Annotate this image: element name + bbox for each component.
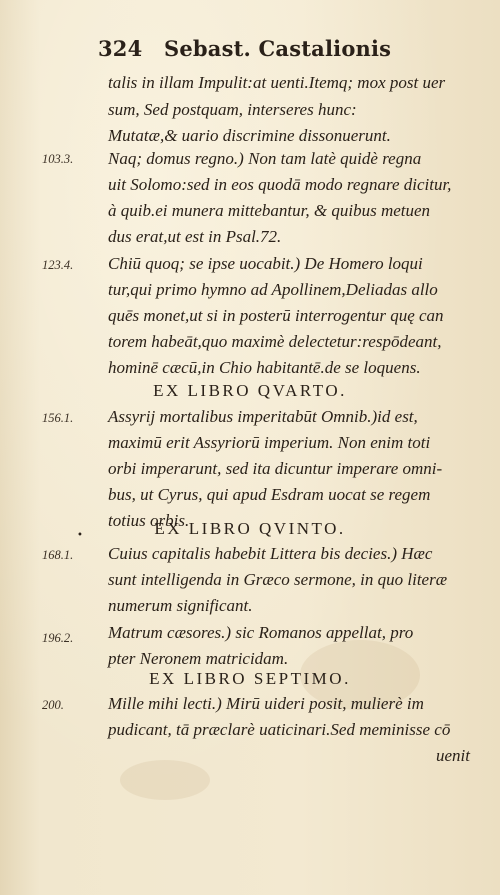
text-line: à quib.ei munera mittebantur, & quibus metuen [108,201,431,220]
text-line [108,253,423,275]
page-header [98,36,391,61]
text-line: uit Solomo:sed in eos quodā modo regnare dicitur, [108,175,452,194]
lemma: Assyrij mortalibus imperitabūt Omnib.) [108,407,378,426]
text-line [108,406,418,428]
text-line: maximū erit Assyriorū imperium. Non enim toti [108,433,431,452]
text-line: sunt intelligenda in Græco sermone, in quo literæ [108,570,448,589]
section-heading: EX LIBRO QVINTO. [154,519,346,538]
lemma: Mille mihi lecti.) [108,694,222,713]
text-line: hominē cæcū,in Chio habitantē.de se loquens. [108,358,421,377]
text-line: pter Neronem matricidam. [108,649,289,668]
text-line: orbi imperarunt, sed ita dicuntur imperare omni- [108,459,443,478]
commentary-text: Non tam latè quidè regna [243,149,422,168]
text-line: talis in illam Impulit:at uenti.Itemq; mox post uer [108,73,446,92]
commentary-text: id est, [377,407,418,426]
text-line: torem habeāt,quo maximè delectetur:respōdeant, [108,332,442,351]
text-line: Mutatæ,& uario discrimine dissonuerunt. [108,126,391,145]
commentary-text: Mirū uideri posit, mulierè im [221,694,424,713]
note-reference-number: 103.3. [42,152,74,166]
page-number: 324 [98,36,143,61]
note-reference-number: 156.1. [42,411,74,425]
commentary-text: De Homero loqui [300,254,423,273]
text-line: sum, Sed postquam, interseres hunc: [108,100,357,119]
lemma: Naq; domus regno.) [108,149,244,168]
section-heading: EX LIBRO SEPTIMO. [149,669,351,688]
note-reference-number: 200. [42,698,64,712]
lemma: Cuius capitalis habebit Littera bis decies.) [108,544,397,563]
running-title: Sebast. Castalionis [163,36,392,61]
commentary-text: sic Romanos appellat, pro [231,623,414,642]
commentary-text: Hæc [396,544,433,563]
text-line [108,693,424,715]
text-line: quēs monet,ut si in posterū interrogentur quę can [108,306,444,325]
lemma: Chiū quoq; se ipse uocabit.) [108,254,301,273]
text-line [108,622,413,644]
ink-dot: • [77,530,83,541]
text-line: pudicant, tā præclarè uaticinari.Sed meminisse cō [108,720,451,739]
note-reference-number: 123.4. [42,258,74,272]
text-line: uenit [436,746,470,765]
text-line [108,148,421,170]
text-line: bus, ut Cyrus, qui apud Esdram uocat se regem [108,485,431,504]
text-line: totius orbis. [108,511,190,530]
text-line: numerum significant. [108,596,253,615]
text-line: dus erat,ut est in Psal.72. [108,227,282,246]
lemma: Matrum cæsores.) [108,623,232,642]
section-heading: EX LIBRO QVARTO. [153,381,347,400]
text-line: tur,qui primo hymno ad Apollinem,Deliadas allo [108,280,438,299]
note-reference-number: 168.1. [42,548,74,562]
note-reference-number: 196.2. [42,631,74,645]
text-line [108,543,432,565]
